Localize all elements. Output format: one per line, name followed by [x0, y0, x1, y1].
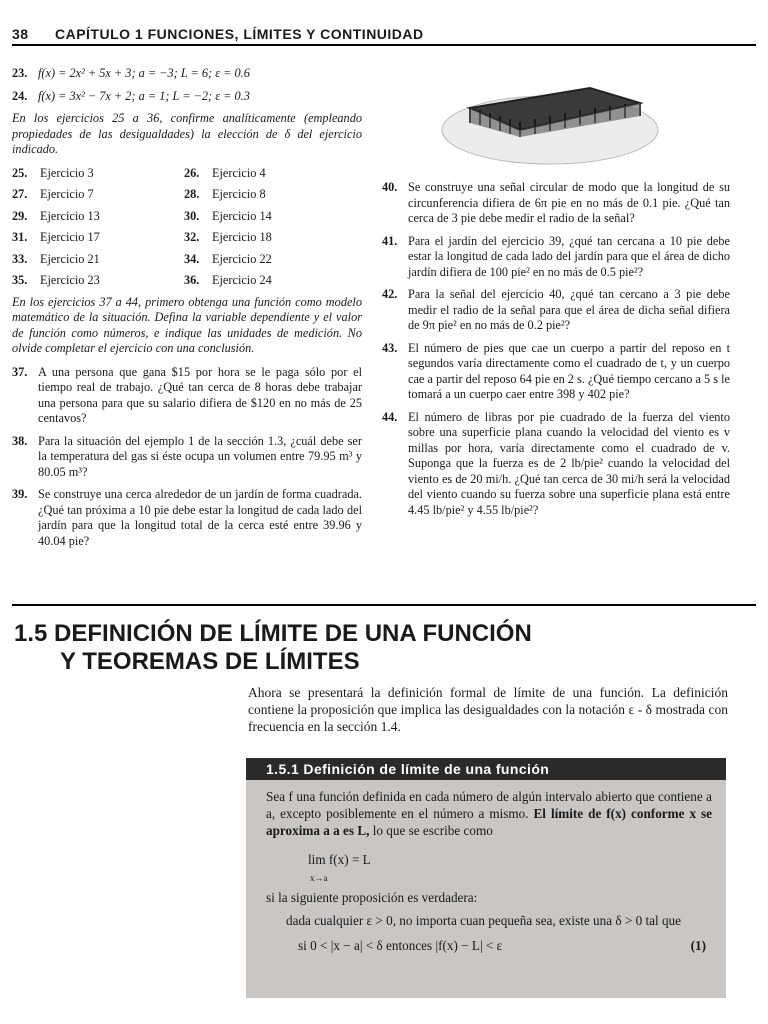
list-item: 29. Ejercicio 13 30. Ejercicio 14 — [12, 208, 272, 223]
exercise-41: 41. Para el jardín del ejercicio 39, ¿qué tan cercana a 10 pie debe estar la longitud de cada lado del jardín para que el área de dicho jardín difiera de 100 pie² en no más de 0.5 pie²? — [382, 233, 730, 279]
left-column — [12, 66, 362, 556]
exercise-43: 43. El número de pies que cae un cuerpo a partir del reposo en t segundos varía directamente como el cuadrado de t, y un cuerpo cae a partir del reposo 64 pie en 2 s. ¿Qué tiempo cercano a 5 s le tomará a un cuerpo caer entre 398 y 402 pie? — [382, 340, 730, 401]
definition-paragraph: Sea f una función definida en cada número de algún intervalo abierto que contiene a a, excepto posiblemente en el número a mismo. El límite de f(x) conforme x se aproxima a a es L, lo que se escribe como — [266, 789, 712, 838]
list-item: 33. Ejercicio 21 34. Ejercicio 22 — [12, 251, 272, 266]
section-title: 1.5 DEFINICIÓN DE LÍMITE DE UNA FUNCIÓN Y TEOREMAS DE LÍMITES — [14, 620, 532, 675]
page-header — [12, 26, 756, 46]
epsilon-delta-condition: dada cualquier ε > 0, no importa cuan pequeña sea, existe una δ > 0 tal que — [286, 913, 682, 928]
chapter-title: CAPÍTULO 1 FUNCIONES, LÍMITES Y CONTINUIDAD — [54, 26, 424, 42]
right-column — [382, 180, 730, 525]
definition-body — [246, 780, 726, 954]
exercise-37: 37. A una persona que gana $15 por hora se le paga sólo por el tiempo real de trabajo. ¿Qué tan cerca de 8 horas debe trabajar una persona para que su salario difiera de $120 en no más de 25 centavos? — [12, 364, 362, 425]
exercise-23: 23. f(x) = 2x² + 5x + 3; a = −3; L = 6; ε = 0.6 — [12, 66, 250, 80]
definition-heading: 1.5.1 Definición de límite de una función — [246, 758, 726, 780]
instructions-37-44: En los ejercicios 37 a 44, primero obtenga una función como modelo matemático de la situación. Defina la variable dependiente y el valor de función como números, e indique las unidades de medición. No olvide completar el ejercicio con una conclusión. — [12, 294, 362, 355]
exercise-24: 24. f(x) = 3x² − 7x + 2; a = 1; L = −2; ε = 0.3 — [12, 88, 250, 103]
definition-equation: si 0 < |x − a| < δ entonces |f(x) − L| < ε (1) — [298, 938, 706, 953]
section-intro: Ahora se presentará la definición formal de límite de una función. La definición contiene la proposición que implica las desigualdades con la notación ε - δ mostrada con frecuencia en la sección 1.4. — [248, 685, 728, 734]
list-item: 35. Ejercicio 23 36. Ejercicio 24 — [12, 273, 272, 287]
definition-box — [246, 758, 726, 998]
limit-notation: lim f(x) = L x→a — [308, 852, 371, 883]
exercise-38: 38. Para la situación del ejemplo 1 de la sección 1.3, ¿cuál debe ser la temperatura del gas si éste ocupa un volumen entre 79.95 m³ y 80.05 m³? — [12, 433, 362, 479]
exercise-reference-list — [12, 166, 362, 289]
fenced-garden-illustration — [440, 68, 660, 168]
exercise-39: 39. Se construye una cerca alrededor de un jardín de forma cuadrada. ¿Qué tan próxima a 10 pie debe estar la longitud de cada lado del jardín para que la longitud total de la cerca esté entre 39.96 y 40.04 pie? — [12, 487, 362, 548]
instructions-25-36: En los ejercicios 25 a 36, confirme analíticamente (empleando propiedades de las desigualdades) la elección de δ del ejercicio indicado. — [12, 111, 362, 156]
list-item: 25. Ejercicio 3 26. Ejercicio 4 — [12, 165, 266, 180]
exercise-40: 40. Se construye una señal circular de modo que la longitud de su circunferencia difiera de 6π pie en no más de 0.1 pie. ¿Qué tan cerca de 3 pie debe medir el radio de la señal? — [382, 180, 730, 225]
exercise-44: 44. El número de libras por pie cuadrado de la fuerza del viento sobre una superficie plana cuando la velocidad del viento es v millas por hora, varía directamente como el cuadrado de v. Suponga que la fuerza es de 2 lb/pie² cuando la velocidad del viento es de 20 mi/h. ¿Qué tan cerca de 30 mi/h será la velocidad del viento cuando su fuerza sobre una superficie plana está entre 4.45 lb/pie² y 4.55 lb/pie²? — [382, 409, 730, 517]
section-divider — [12, 604, 756, 606]
list-item: 27. Ejercicio 7 28. Ejercicio 8 — [12, 187, 266, 201]
list-item: 31. Ejercicio 17 32. Ejercicio 18 — [12, 230, 272, 244]
page-number: 38 — [12, 26, 29, 42]
exercise-42: 42. Para la señal del ejercicio 40, ¿qué tan cercano a 3 pie debe medir el radio de la señal para que el área de dicha señal difiera de 9π pie² en no más de 0.2 pie²? — [382, 287, 730, 332]
condition-intro: si la siguiente proposición es verdadera: — [266, 890, 478, 905]
